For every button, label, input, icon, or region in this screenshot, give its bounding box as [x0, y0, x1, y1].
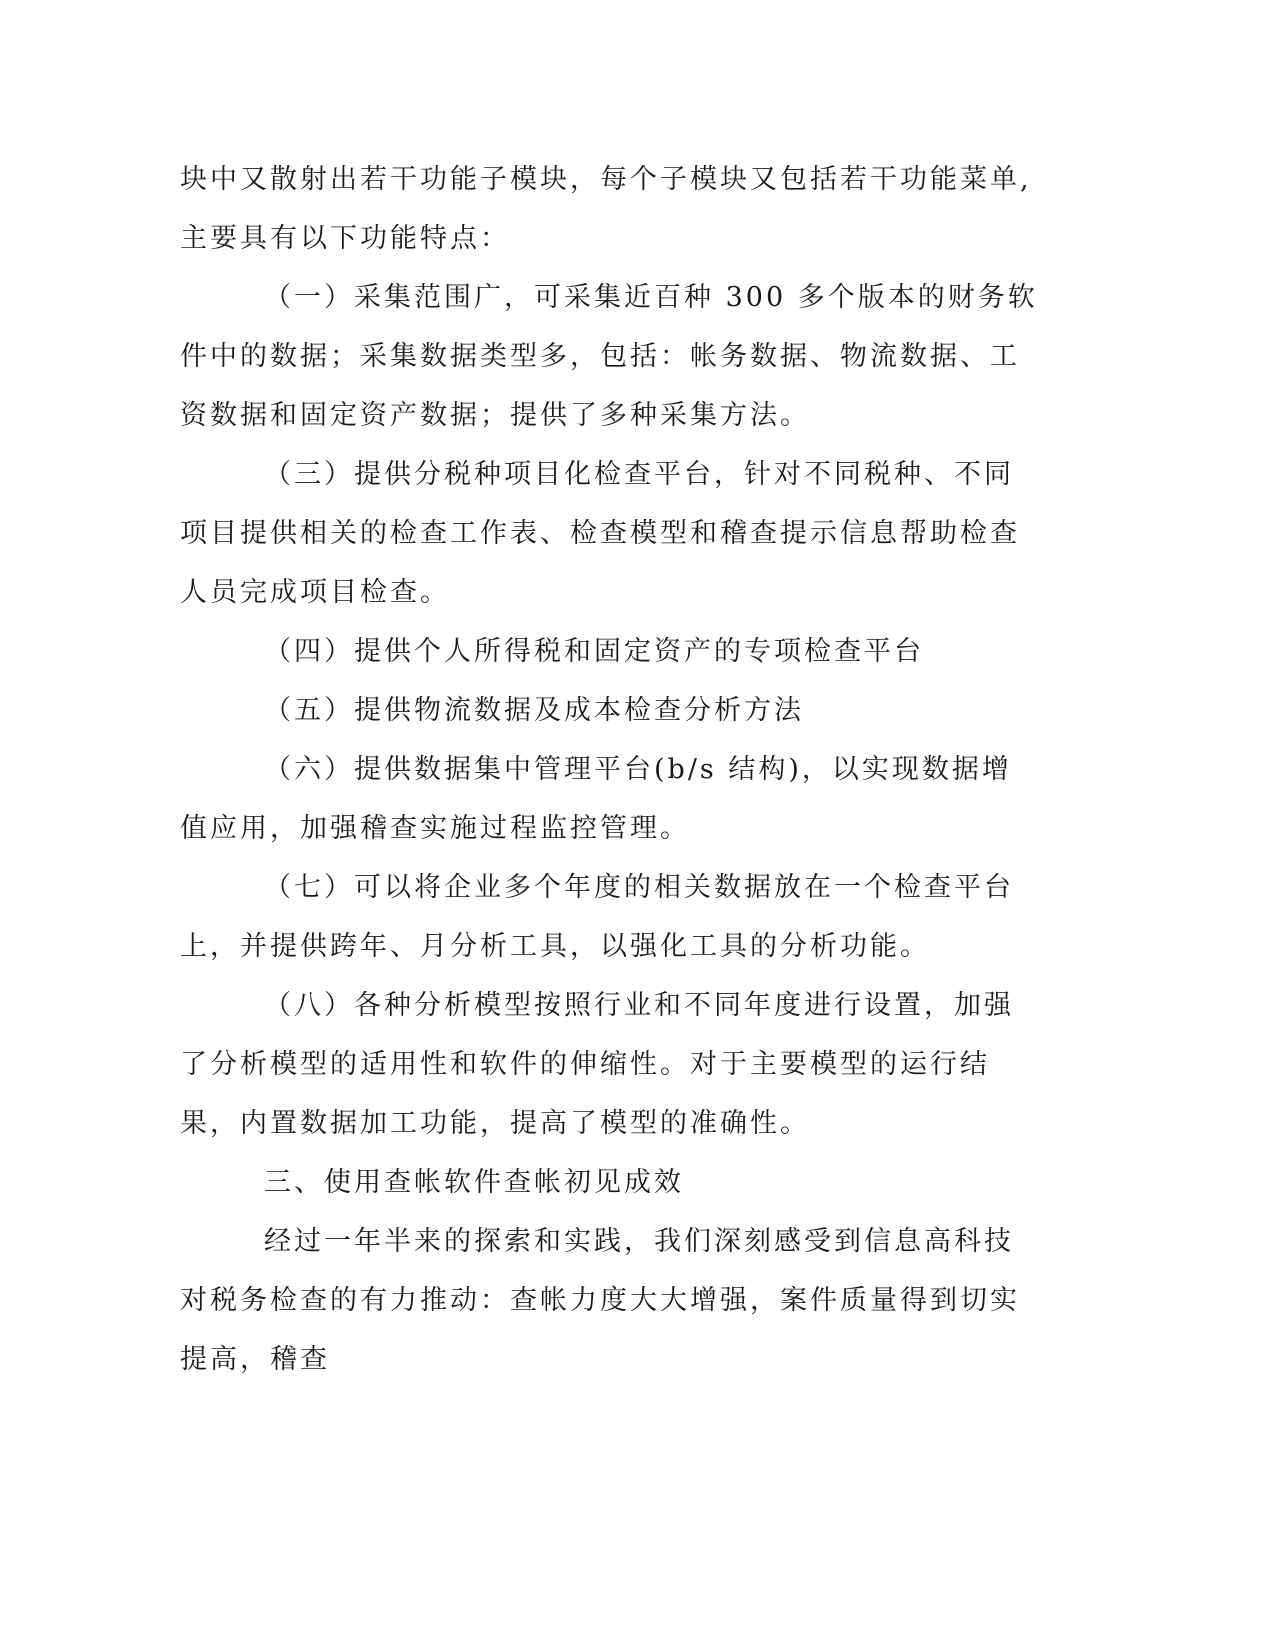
paragraph-item-4: （四）提供个人所得税和固定资产的专项检查平台	[264, 636, 924, 667]
paragraph-item-3: （三）提供分税种项目化检查平台，针对不同税种、不同项目提供相关的检查工作表、检查模型和稽查提示信息帮助检查人员完成项目检查。	[180, 459, 1020, 608]
document-body	[180, 150, 1040, 1389]
paragraph-body: 经过一年半来的探索和实践，我们深刻感受到信息高科技对税务检查的有力推动：查帐力度大大增强，案件质量得到切实提高，稽查	[180, 1226, 1020, 1375]
paragraph-item-8: （八）各种分析模型按照行业和不同年度进行设置，加强了分析模型的适用性和软件的伸缩性。对于主要模型的运行结果，内置数据加工功能，提高了模型的准确性。	[180, 990, 1014, 1139]
paragraph-item-5: （五）提供物流数据及成本检查分析方法	[264, 695, 804, 726]
paragraph-item-1: （一）采集范围广，可采集近百种 300 多个版本的财务软件中的数据；采集数据类型多，包括：帐务数据、物流数据、工资数据和固定资产数据；提供了多种采集方法。	[180, 282, 1038, 431]
paragraph-intro: 块中又散射出若干功能子模块，每个子模块又包括若干功能菜单,主要具有以下功能特点：	[180, 164, 1032, 254]
section-heading: 三、使用查帐软件查帐初见成效	[264, 1167, 684, 1198]
paragraph-item-7: （七）可以将企业多个年度的相关数据放在一个检查平台上，并提供跨年、月分析工具，以强化工具的分析功能。	[180, 872, 1014, 962]
paragraph-item-6: （六）提供数据集中管理平台(b/s 结构)，以实现数据增值应用，加强稽查实施过程监控管理。	[180, 754, 1012, 844]
